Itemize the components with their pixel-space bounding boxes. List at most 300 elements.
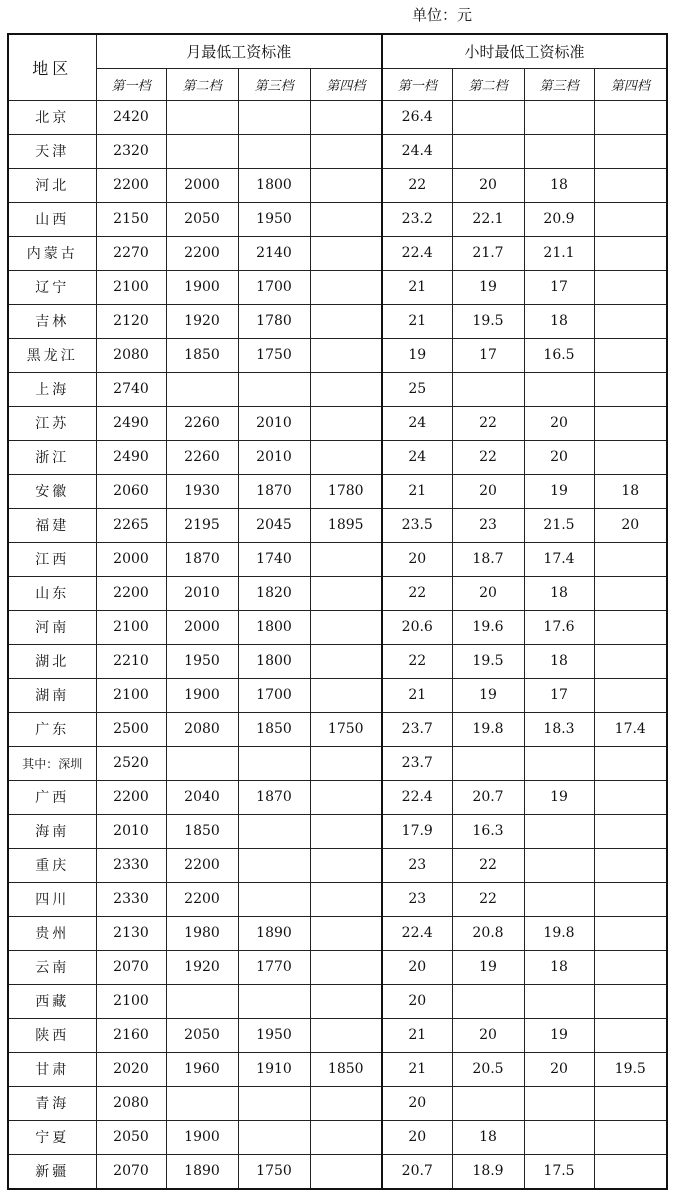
monthly-tier-2-cell: 2200 [166, 882, 238, 916]
monthly-tier-1-cell: 2010 [96, 814, 166, 848]
hourly-tier-3: 第三档 [524, 68, 594, 100]
hourly-tier-1-cell: 22.4 [382, 780, 452, 814]
monthly-tier-3-cell: 1700 [238, 270, 310, 304]
hourly-tier-1-cell: 22 [382, 168, 452, 202]
monthly-tier-4-cell [310, 542, 382, 576]
hourly-tier-4-cell [594, 1086, 667, 1120]
hourly-tier-3-cell: 16.5 [524, 338, 594, 372]
hourly-tier-1-cell: 20 [382, 542, 452, 576]
monthly-tier-1-cell: 2020 [96, 1052, 166, 1086]
hourly-tier-1-cell: 21 [382, 270, 452, 304]
monthly-tier-2-cell: 1900 [166, 270, 238, 304]
region-cell: 上海 [8, 372, 96, 406]
region-cell: 广东 [8, 712, 96, 746]
hourly-tier-2-cell: 17 [452, 338, 524, 372]
monthly-tier-1-cell: 2080 [96, 1086, 166, 1120]
table-row [8, 848, 667, 882]
hourly-tier-2-cell: 19 [452, 950, 524, 984]
region-cell: 云南 [8, 950, 96, 984]
hourly-tier-2-cell: 19.5 [452, 644, 524, 678]
hourly-tier-2-cell: 21.7 [452, 236, 524, 270]
monthly-tier-4-cell [310, 1120, 382, 1154]
hourly-tier-4-cell [594, 338, 667, 372]
table-row [8, 984, 667, 1018]
monthly-tier-2-cell: 1950 [166, 644, 238, 678]
hourly-tier-2-cell [452, 372, 524, 406]
monthly-tier-1-cell: 2200 [96, 576, 166, 610]
hourly-tier-1-cell: 21 [382, 1052, 452, 1086]
monthly-tier-3-cell: 2045 [238, 508, 310, 542]
monthly-tier-1-cell: 2050 [96, 1120, 166, 1154]
monthly-tier-2-cell: 1960 [166, 1052, 238, 1086]
hourly-tier-2-cell: 18.7 [452, 542, 524, 576]
monthly-tier-1: 第一档 [96, 68, 166, 100]
table-row [8, 202, 667, 236]
hourly-tier-2-cell: 20 [452, 474, 524, 508]
hourly-tier-1-cell: 21 [382, 474, 452, 508]
hourly-tier-4-cell: 19.5 [594, 1052, 667, 1086]
monthly-tier-2-cell: 2200 [166, 848, 238, 882]
monthly-tier-4-cell [310, 270, 382, 304]
region-cell: 河南 [8, 610, 96, 644]
table-row [8, 100, 667, 134]
monthly-tier-1-cell: 2100 [96, 270, 166, 304]
region-cell: 江西 [8, 542, 96, 576]
hourly-tier-3-cell: 17 [524, 270, 594, 304]
monthly-tier-4-cell [310, 372, 382, 406]
minimum-wage-table [7, 33, 668, 1190]
monthly-tier-3-cell: 2010 [238, 406, 310, 440]
monthly-tier-2-cell: 2050 [166, 202, 238, 236]
hourly-tier-4-cell [594, 848, 667, 882]
monthly-tier-4-cell [310, 780, 382, 814]
monthly-tier-2-cell: 1870 [166, 542, 238, 576]
monthly-tier-1-cell: 2060 [96, 474, 166, 508]
hourly-tier-2-cell: 22.1 [452, 202, 524, 236]
table-body [8, 100, 667, 1189]
monthly-tier-4-cell: 1750 [310, 712, 382, 746]
hourly-tier-4-cell [594, 304, 667, 338]
monthly-tier-1-cell: 2200 [96, 780, 166, 814]
hourly-tier-2-cell: 19.8 [452, 712, 524, 746]
region-cell: 青海 [8, 1086, 96, 1120]
hourly-tier-1-cell: 22.4 [382, 236, 452, 270]
hourly-tier-4-cell [594, 406, 667, 440]
hourly-tier-3-cell: 18 [524, 950, 594, 984]
table-row [8, 950, 667, 984]
monthly-tier-2-cell: 2000 [166, 610, 238, 644]
monthly-tier-3-cell: 1820 [238, 576, 310, 610]
hourly-tier-4-cell [594, 202, 667, 236]
unit-label: 单位：元 [412, 6, 473, 24]
monthly-tier-2-cell: 2195 [166, 508, 238, 542]
monthly-tier-3-cell [238, 848, 310, 882]
table-row [8, 134, 667, 168]
monthly-tier-2: 第二档 [166, 68, 238, 100]
table-row [8, 1052, 667, 1086]
monthly-tier-4-cell [310, 304, 382, 338]
monthly-tier-2-cell: 1920 [166, 950, 238, 984]
hourly-tier-1-cell: 21 [382, 304, 452, 338]
region-cell: 宁夏 [8, 1120, 96, 1154]
monthly-tier-4-cell [310, 168, 382, 202]
hourly-tier-3-cell: 19.8 [524, 916, 594, 950]
monthly-tier-2-cell [166, 746, 238, 780]
hourly-tier-3-cell [524, 1086, 594, 1120]
table-row [8, 372, 667, 406]
hourly-tier-1-cell: 26.4 [382, 100, 452, 134]
monthly-tier-4-cell [310, 916, 382, 950]
hourly-tier-4-cell: 20 [594, 508, 667, 542]
hourly-tier-1-cell: 22.4 [382, 916, 452, 950]
hourly-tier-2-cell: 18 [452, 1120, 524, 1154]
header-row-tiers [8, 68, 667, 100]
region-cell: 湖南 [8, 678, 96, 712]
region-cell: 辽宁 [8, 270, 96, 304]
header-row-groups [8, 34, 667, 68]
hourly-tier-3-cell: 17.4 [524, 542, 594, 576]
hourly-tier-3-cell [524, 984, 594, 1018]
monthly-tier-4-cell [310, 134, 382, 168]
monthly-tier-1-cell: 2500 [96, 712, 166, 746]
hourly-tier-4-cell [594, 440, 667, 474]
monthly-tier-2-cell: 1890 [166, 1154, 238, 1189]
hourly-tier-2-cell: 19.6 [452, 610, 524, 644]
hourly-tier-1-cell: 19 [382, 338, 452, 372]
region-cell: 河北 [8, 168, 96, 202]
region-cell: 安徽 [8, 474, 96, 508]
table-row [8, 610, 667, 644]
monthly-tier-2-cell: 1900 [166, 1120, 238, 1154]
monthly-tier-2-cell: 2050 [166, 1018, 238, 1052]
table-row [8, 746, 667, 780]
monthly-header: 月最低工资标准 [96, 34, 382, 68]
region-cell: 重庆 [8, 848, 96, 882]
monthly-tier-2-cell: 2040 [166, 780, 238, 814]
hourly-tier-4-cell [594, 1154, 667, 1189]
table-row [8, 236, 667, 270]
monthly-tier-1-cell: 2160 [96, 1018, 166, 1052]
hourly-tier-2-cell: 22 [452, 406, 524, 440]
hourly-tier-1-cell: 23 [382, 882, 452, 916]
monthly-tier-4-cell [310, 576, 382, 610]
monthly-tier-2-cell [166, 100, 238, 134]
hourly-tier-1-cell: 23.7 [382, 712, 452, 746]
monthly-tier-4-cell [310, 1154, 382, 1189]
monthly-tier-1-cell: 2200 [96, 168, 166, 202]
table-row [8, 576, 667, 610]
monthly-tier-2-cell: 1920 [166, 304, 238, 338]
monthly-tier-2-cell [166, 984, 238, 1018]
hourly-tier-2-cell: 20 [452, 168, 524, 202]
region-cell: 甘肃 [8, 1052, 96, 1086]
monthly-tier-3-cell [238, 100, 310, 134]
hourly-tier-4-cell [594, 1018, 667, 1052]
hourly-header: 小时最低工资标准 [382, 34, 667, 68]
hourly-tier-4-cell [594, 780, 667, 814]
table-row [8, 678, 667, 712]
monthly-tier-4-cell [310, 882, 382, 916]
monthly-tier-3-cell: 1890 [238, 916, 310, 950]
monthly-tier-3-cell: 1740 [238, 542, 310, 576]
monthly-tier-1-cell: 2740 [96, 372, 166, 406]
monthly-tier-2-cell: 2000 [166, 168, 238, 202]
monthly-tier-3-cell: 1800 [238, 610, 310, 644]
hourly-tier-1: 第一档 [382, 68, 452, 100]
monthly-tier-4-cell: 1780 [310, 474, 382, 508]
hourly-tier-3-cell [524, 814, 594, 848]
hourly-tier-3-cell: 20.9 [524, 202, 594, 236]
monthly-tier-4-cell [310, 1018, 382, 1052]
monthly-tier-1-cell: 2070 [96, 950, 166, 984]
region-cell: 湖北 [8, 644, 96, 678]
monthly-tier-2-cell: 1850 [166, 338, 238, 372]
monthly-tier-2-cell: 2010 [166, 576, 238, 610]
monthly-tier-3-cell: 1850 [238, 712, 310, 746]
region-cell: 山西 [8, 202, 96, 236]
monthly-tier-4-cell: 1895 [310, 508, 382, 542]
monthly-tier-4-cell [310, 236, 382, 270]
monthly-tier-1-cell: 2420 [96, 100, 166, 134]
monthly-tier-3-cell: 1950 [238, 202, 310, 236]
monthly-tier-3-cell: 1780 [238, 304, 310, 338]
monthly-tier-1-cell: 2520 [96, 746, 166, 780]
hourly-tier-3-cell: 20 [524, 406, 594, 440]
region-cell: 山东 [8, 576, 96, 610]
monthly-tier-2-cell [166, 372, 238, 406]
monthly-tier-2-cell: 2080 [166, 712, 238, 746]
hourly-tier-3-cell: 17 [524, 678, 594, 712]
hourly-tier-2-cell [452, 984, 524, 1018]
hourly-tier-2-cell: 22 [452, 882, 524, 916]
monthly-tier-4-cell [310, 814, 382, 848]
hourly-tier-2-cell: 19 [452, 270, 524, 304]
monthly-tier-1-cell: 2490 [96, 440, 166, 474]
table-row [8, 338, 667, 372]
table-row [8, 168, 667, 202]
hourly-tier-1-cell: 22 [382, 576, 452, 610]
monthly-tier-1-cell: 2330 [96, 882, 166, 916]
hourly-tier-2-cell: 19.5 [452, 304, 524, 338]
hourly-tier-3-cell: 17.6 [524, 610, 594, 644]
monthly-tier-4-cell [310, 610, 382, 644]
region-cell: 吉林 [8, 304, 96, 338]
hourly-tier-2-cell: 20.8 [452, 916, 524, 950]
hourly-tier-4-cell [594, 644, 667, 678]
hourly-tier-3-cell [524, 372, 594, 406]
region-cell: 天津 [8, 134, 96, 168]
monthly-tier-3-cell [238, 882, 310, 916]
monthly-tier-4-cell [310, 746, 382, 780]
hourly-tier-2-cell: 20.7 [452, 780, 524, 814]
monthly-tier-3-cell: 1800 [238, 168, 310, 202]
table-row [8, 304, 667, 338]
hourly-tier-1-cell: 22 [382, 644, 452, 678]
hourly-tier-1-cell: 20.6 [382, 610, 452, 644]
hourly-tier-1-cell: 25 [382, 372, 452, 406]
table-row [8, 474, 667, 508]
monthly-tier-4-cell [310, 202, 382, 236]
monthly-tier-3-cell: 1910 [238, 1052, 310, 1086]
monthly-tier-4-cell [310, 644, 382, 678]
hourly-tier-1-cell: 20 [382, 1086, 452, 1120]
hourly-tier-3-cell: 18.3 [524, 712, 594, 746]
table-row [8, 1120, 667, 1154]
hourly-tier-4-cell: 17.4 [594, 712, 667, 746]
hourly-tier-2-cell: 18.9 [452, 1154, 524, 1189]
table-row [8, 406, 667, 440]
hourly-tier-4-cell [594, 1120, 667, 1154]
region-cell: 西藏 [8, 984, 96, 1018]
table-row [8, 780, 667, 814]
table-row [8, 882, 667, 916]
monthly-tier-1-cell: 2130 [96, 916, 166, 950]
monthly-tier-1-cell: 2150 [96, 202, 166, 236]
monthly-tier-4-cell [310, 406, 382, 440]
table-row [8, 542, 667, 576]
region-cell: 其中：深圳 [8, 746, 96, 780]
monthly-tier-1-cell: 2100 [96, 610, 166, 644]
table-row [8, 1086, 667, 1120]
hourly-tier-2-cell [452, 1086, 524, 1120]
hourly-tier-2-cell: 20.5 [452, 1052, 524, 1086]
table-row [8, 814, 667, 848]
hourly-tier-2-cell: 23 [452, 508, 524, 542]
hourly-tier-2-cell: 19 [452, 678, 524, 712]
hourly-tier-3-cell: 18 [524, 644, 594, 678]
region-cell: 福建 [8, 508, 96, 542]
region-cell: 内蒙古 [8, 236, 96, 270]
monthly-tier-2-cell: 1930 [166, 474, 238, 508]
monthly-tier-3-cell: 1800 [238, 644, 310, 678]
region-cell: 江苏 [8, 406, 96, 440]
hourly-tier-3-cell [524, 100, 594, 134]
region-cell: 浙江 [8, 440, 96, 474]
region-header: 地区 [8, 34, 96, 100]
hourly-tier-2-cell: 22 [452, 440, 524, 474]
region-cell: 贵州 [8, 916, 96, 950]
monthly-tier-3-cell: 1750 [238, 1154, 310, 1189]
region-cell: 四川 [8, 882, 96, 916]
monthly-tier-1-cell: 2100 [96, 678, 166, 712]
table-row [8, 712, 667, 746]
hourly-tier-2-cell: 20 [452, 1018, 524, 1052]
monthly-tier-3-cell [238, 984, 310, 1018]
hourly-tier-4-cell [594, 134, 667, 168]
region-cell: 陕西 [8, 1018, 96, 1052]
monthly-tier-2-cell: 1900 [166, 678, 238, 712]
hourly-tier-4-cell [594, 542, 667, 576]
hourly-tier-2-cell [452, 746, 524, 780]
hourly-tier-3-cell: 18 [524, 576, 594, 610]
region-cell: 黑龙江 [8, 338, 96, 372]
hourly-tier-1-cell: 21 [382, 678, 452, 712]
monthly-tier-1-cell: 2000 [96, 542, 166, 576]
region-cell: 海南 [8, 814, 96, 848]
monthly-tier-3-cell: 1870 [238, 780, 310, 814]
hourly-tier-1-cell: 21 [382, 1018, 452, 1052]
region-cell: 新疆 [8, 1154, 96, 1189]
hourly-tier-1-cell: 20 [382, 950, 452, 984]
hourly-tier-2-cell [452, 134, 524, 168]
monthly-tier-2-cell: 1980 [166, 916, 238, 950]
hourly-tier-4-cell [594, 678, 667, 712]
monthly-tier-1-cell: 2210 [96, 644, 166, 678]
monthly-tier-4-cell [310, 984, 382, 1018]
monthly-tier-4: 第四档 [310, 68, 382, 100]
monthly-tier-4-cell [310, 100, 382, 134]
table-row [8, 270, 667, 304]
monthly-tier-4-cell [310, 678, 382, 712]
monthly-tier-4-cell [310, 338, 382, 372]
hourly-tier-4-cell [594, 882, 667, 916]
hourly-tier-1-cell: 24 [382, 440, 452, 474]
table-row [8, 1018, 667, 1052]
hourly-tier-3-cell: 21.5 [524, 508, 594, 542]
hourly-tier-4-cell [594, 576, 667, 610]
table-row [8, 1154, 667, 1189]
hourly-tier-3-cell [524, 746, 594, 780]
hourly-tier-4-cell [594, 236, 667, 270]
hourly-tier-3-cell: 19 [524, 474, 594, 508]
monthly-tier-3-cell: 1870 [238, 474, 310, 508]
monthly-tier-3-cell: 2010 [238, 440, 310, 474]
hourly-tier-4-cell [594, 746, 667, 780]
hourly-tier-2-cell: 16.3 [452, 814, 524, 848]
monthly-tier-1-cell: 2265 [96, 508, 166, 542]
monthly-tier-3-cell [238, 814, 310, 848]
hourly-tier-4-cell [594, 984, 667, 1018]
hourly-tier-3-cell: 18 [524, 304, 594, 338]
monthly-tier-1-cell: 2490 [96, 406, 166, 440]
monthly-tier-4-cell [310, 440, 382, 474]
monthly-tier-4-cell [310, 848, 382, 882]
hourly-tier-1-cell: 24 [382, 406, 452, 440]
monthly-tier-2-cell: 2260 [166, 440, 238, 474]
table-row [8, 440, 667, 474]
monthly-tier-1-cell: 2100 [96, 984, 166, 1018]
monthly-tier-1-cell: 2320 [96, 134, 166, 168]
hourly-tier-3-cell: 21.1 [524, 236, 594, 270]
hourly-tier-4-cell [594, 814, 667, 848]
table-row [8, 916, 667, 950]
hourly-tier-3-cell [524, 848, 594, 882]
monthly-tier-3-cell [238, 746, 310, 780]
monthly-tier-4-cell [310, 1086, 382, 1120]
hourly-tier-1-cell: 23.2 [382, 202, 452, 236]
table-row [8, 508, 667, 542]
hourly-tier-3-cell: 18 [524, 168, 594, 202]
hourly-tier-1-cell: 23 [382, 848, 452, 882]
monthly-tier-1-cell: 2330 [96, 848, 166, 882]
hourly-tier-4-cell [594, 270, 667, 304]
monthly-tier-2-cell [166, 1086, 238, 1120]
hourly-tier-4-cell [594, 950, 667, 984]
hourly-tier-1-cell: 17.9 [382, 814, 452, 848]
monthly-tier-3-cell: 1750 [238, 338, 310, 372]
hourly-tier-4-cell [594, 372, 667, 406]
hourly-tier-3-cell: 20 [524, 440, 594, 474]
monthly-tier-1-cell: 2270 [96, 236, 166, 270]
hourly-tier-2: 第二档 [452, 68, 524, 100]
hourly-tier-4-cell: 18 [594, 474, 667, 508]
monthly-tier-4-cell [310, 950, 382, 984]
hourly-tier-4: 第四档 [594, 68, 667, 100]
hourly-tier-4-cell [594, 100, 667, 134]
hourly-tier-1-cell: 20.7 [382, 1154, 452, 1189]
monthly-tier-3-cell: 1770 [238, 950, 310, 984]
hourly-tier-2-cell: 20 [452, 576, 524, 610]
